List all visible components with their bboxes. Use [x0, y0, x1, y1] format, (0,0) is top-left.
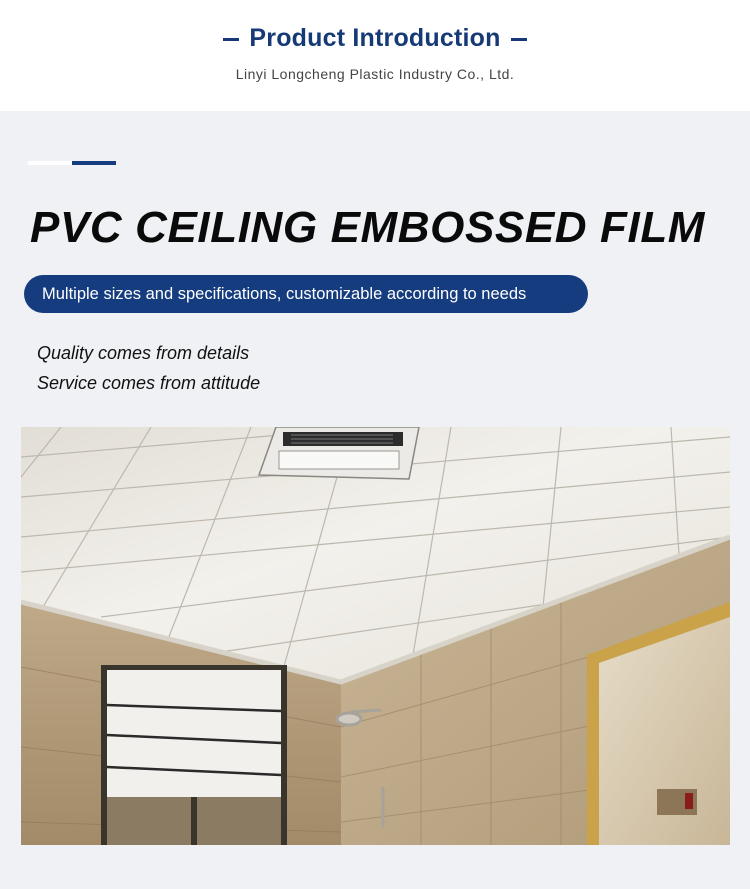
slogan-service: Service comes from attitude	[37, 373, 261, 393]
slogan-quality: Quality comes from details	[37, 343, 250, 363]
title-dash-left	[223, 38, 239, 41]
title-dash-right	[511, 38, 527, 41]
title-row	[0, 24, 750, 53]
window	[101, 665, 287, 845]
bathroom-ceiling-photo	[21, 427, 730, 845]
page-title: Product Introduction	[249, 24, 501, 52]
company-name: Linyi Longcheng Plastic Industry Co., Ltd.	[235, 66, 515, 82]
accent-bar-blue	[72, 161, 116, 165]
header	[0, 0, 750, 111]
feature-pill: Multiple sizes and specifications, customizable according to needs	[24, 275, 588, 313]
ceiling-vent	[259, 427, 419, 479]
accent-bar-white	[28, 161, 72, 165]
product-headline: PVC CEILING EMBOSSED FILM	[30, 203, 706, 252]
